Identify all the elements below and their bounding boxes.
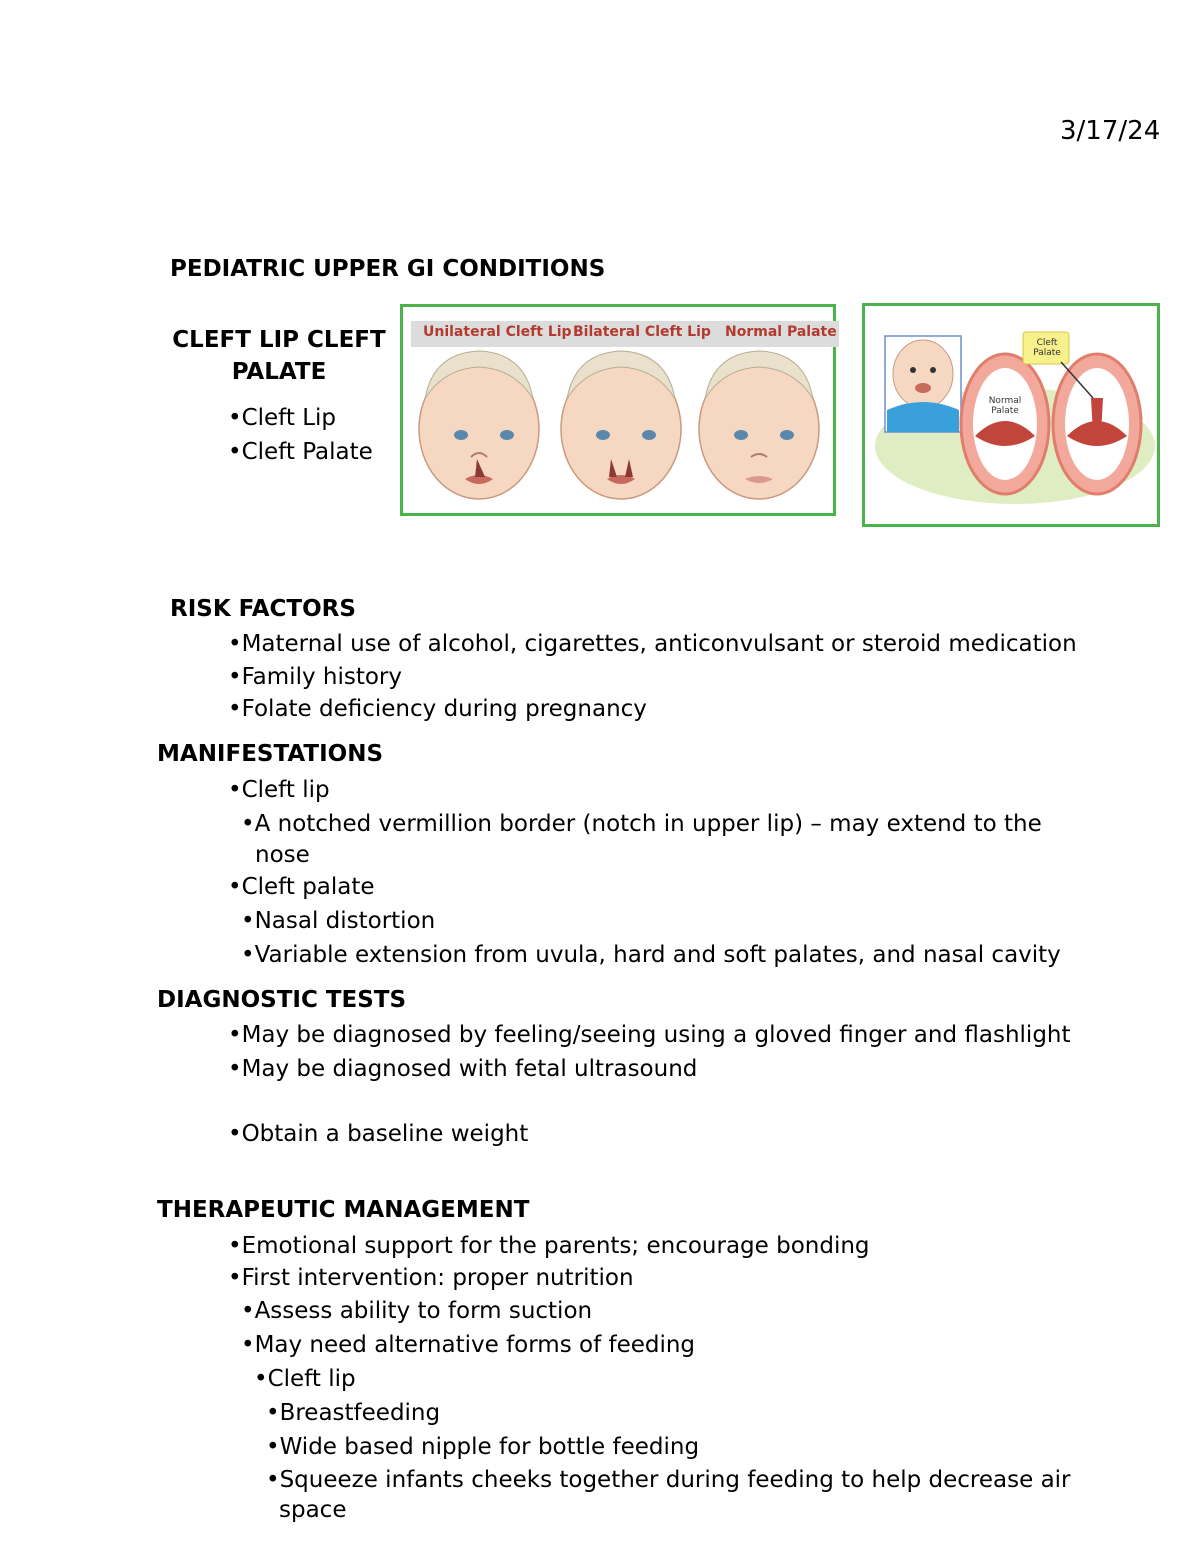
cleft-item-palate: •Cleft Palate [228, 439, 373, 465]
cleft-heading [168, 324, 390, 388]
face-unilateral [419, 351, 539, 499]
risk-item: •Maternal use of alcohol, cigarettes, anticonvulsant or steroid medication [228, 631, 1077, 657]
cleft-item-lip: •Cleft Lip [228, 405, 336, 431]
therapeutic-item: •Squeeze infants cheeks together during feeding to help decrease air [266, 1467, 1071, 1493]
caption-bilateral: Bilateral Cleft Lip [573, 324, 711, 340]
page-title: PEDIATRIC UPPER GI CONDITIONS [170, 256, 606, 282]
diagnostic-item: •Obtain a baseline weight [228, 1121, 529, 1147]
diagnostic-item: •May be diagnosed with fetal ultrasound [228, 1056, 698, 1082]
therapeutic-heading: THERAPEUTIC MANAGEMENT [157, 1197, 530, 1223]
therapeutic-item: •Breastfeeding [266, 1400, 441, 1426]
label-cleft-palate: Cleft Palate [1033, 338, 1061, 358]
document-date: 3/17/24 [1060, 116, 1161, 146]
manifestation-item-continued: nose [255, 842, 310, 868]
risk-item: •Folate deficiency during pregnancy [228, 696, 647, 722]
face-bilateral [561, 351, 681, 499]
therapeutic-item: •May need alternative forms of feeding [241, 1332, 696, 1358]
manifestation-item: •A notched vermillion border (notch in upper lip) – may extend to the [241, 811, 1042, 837]
manifestation-item: •Variable extension from uvula, hard and soft palates, and nasal cavity [241, 942, 1061, 968]
manifestations-heading: MANIFESTATIONS [157, 741, 384, 767]
therapeutic-item: •Wide based nipple for bottle feeding [266, 1434, 700, 1460]
manifestation-item: •Cleft lip [228, 777, 330, 803]
cleft-heading-line1: CLEFT LIP CLEFT [172, 327, 386, 353]
caption-normal: Normal Palate [725, 324, 837, 340]
risk-heading: RISK FACTORS [170, 596, 356, 622]
cleft-mouth [1053, 354, 1141, 494]
diagnostic-heading: DIAGNOSTIC TESTS [157, 987, 407, 1013]
manifestation-item: •Nasal distortion [241, 908, 436, 934]
therapeutic-item: •Cleft lip [254, 1366, 356, 1392]
diagnostic-item: •May be diagnosed by feeling/seeing using a gloved finger and flashlight [228, 1022, 1071, 1048]
therapeutic-item: •Emotional support for the parents; encourage bonding [228, 1233, 870, 1259]
caption-unilateral: Unilateral Cleft Lip [423, 324, 572, 340]
therapeutic-item: •First intervention: proper nutrition [228, 1265, 634, 1291]
manifestation-item: •Cleft palate [228, 874, 375, 900]
palate-comparison-figure [862, 303, 1160, 527]
normal-mouth [961, 354, 1049, 494]
therapeutic-item: •Assess ability to form suction [241, 1298, 593, 1324]
face-normal [699, 351, 819, 499]
infant-faces-illustration [403, 307, 833, 513]
label-normal-palate: Normal Palate [988, 396, 1022, 416]
cleft-heading-line2: PALATE [231, 359, 327, 385]
cleft-types-figure [400, 304, 836, 516]
risk-item: •Family history [228, 664, 402, 690]
therapeutic-item-continued: space [279, 1497, 347, 1523]
